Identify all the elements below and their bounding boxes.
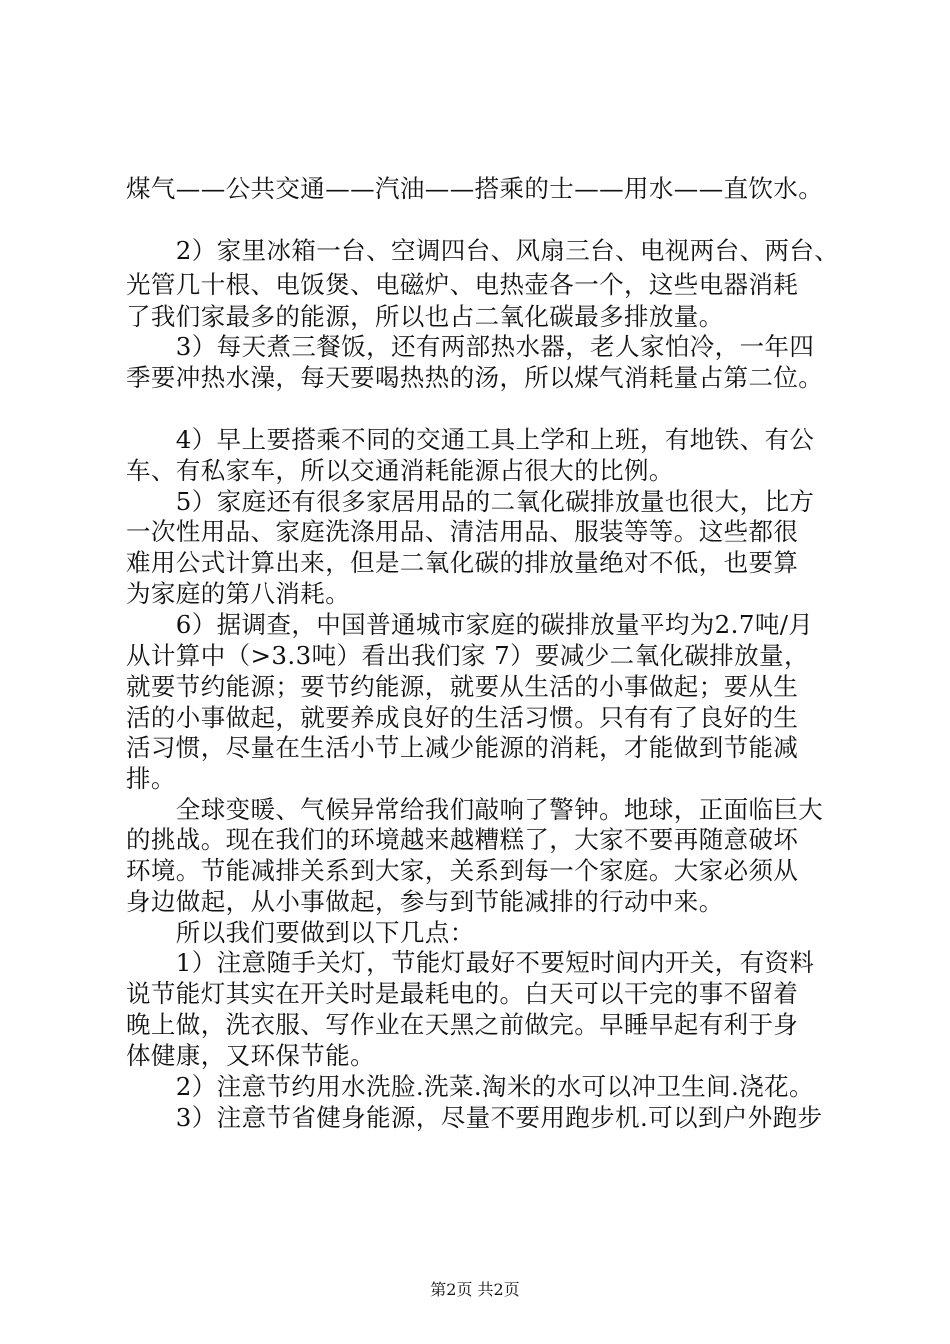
text-line: 了我们家最多的能源，所以也占二氧化碳最多排放量。 (126, 302, 724, 331)
text-line: 全球变暖、气候异常给我们敲响了警钟。地球，正面临巨大 (126, 795, 824, 824)
text-line: 季要冲热水澡，每天要喝热热的汤，所以煤气消耗量占第二位。 (126, 363, 824, 392)
text-line: 就要节约能源；要节约能源，就要从生活的小事做起；要从生 (126, 672, 799, 701)
text-line: 从计算中（>3.3吨）看出我们家 7）要减少二氧化碳排放量， (126, 641, 809, 670)
page-number-footer: 第2页 共2页 (430, 1280, 520, 1299)
text-line: 活习惯，尽量在生活小节上减少能源的消耗，才能做到节能减 (126, 733, 799, 762)
text-line: 煤气——公共交通——汽油——搭乘的士——用水——直饮水。 (126, 174, 824, 203)
text-line: 3）每天煮三餐饭，还有两部热水器，老人家怕冷，一年四 (126, 332, 815, 361)
text-line: 一次性用品、家庭洗涤用品、清洁用品、服装等等。这些都很 (126, 517, 799, 546)
text-line: 2）家里冰箱一台、空调四台、风扇三台、电视两台、两台、 (126, 236, 840, 265)
text-line: 1）注意随手关灯，节能灯最好不要短时间内开关，有资料 (126, 948, 815, 977)
text-line: 光管几十根、电饭煲、电磁炉、电热壶各一个，这些电器消耗 (126, 270, 799, 299)
text-line: 3）注意节省健身能源，尽量不要用跑步机.可以到户外跑步 (126, 1103, 823, 1132)
text-line: 6）据调查，中国普通城市家庭的碳排放量平均为2.7吨/月 (126, 610, 814, 639)
text-line: 的挑战。现在我们的环境越来越糟糕了，大家不要再随意破坏 (126, 825, 799, 854)
text-line: 晚上做，洗衣服、写作业在天黑之前做完。早睡早起有利于身 (126, 1010, 799, 1039)
text-line: 体健康，又环保节能。 (126, 1041, 375, 1070)
text-line: 车、有私家车，所以交通消耗能源占很大的比例。 (126, 456, 674, 485)
text-line: 所以我们要做到以下几点： (126, 918, 475, 947)
text-line: 环境。节能减排关系到大家，关系到每一个家庭。大家必须从 (126, 856, 799, 885)
text-line: 4）早上要搭乘不同的交通工具上学和上班，有地铁、有公 (126, 425, 815, 454)
text-line: 身边做起，从小事做起，参与到节能减排的行动中来。 (126, 887, 724, 916)
text-line: 排。 (126, 764, 176, 793)
text-line: 2）注意节约用水洗脸.洗菜.淘米的水可以冲卫生间.浇花。 (126, 1072, 814, 1101)
text-line: 说节能灯其实在开关时是最耗电的。白天可以干完的事不留着 (126, 979, 799, 1008)
text-line: 5）家庭还有很多家居用品的二氧化碳排放量也很大，比方 (126, 487, 815, 516)
text-line: 为家庭的第八消耗。 (126, 579, 351, 608)
text-line: 难用公式计算出来，但是二氧化碳的排放量绝对不低，也要算 (126, 548, 799, 577)
text-line: 活的小事做起，就要养成良好的生活习惯。只有有了良好的生 (126, 703, 799, 732)
